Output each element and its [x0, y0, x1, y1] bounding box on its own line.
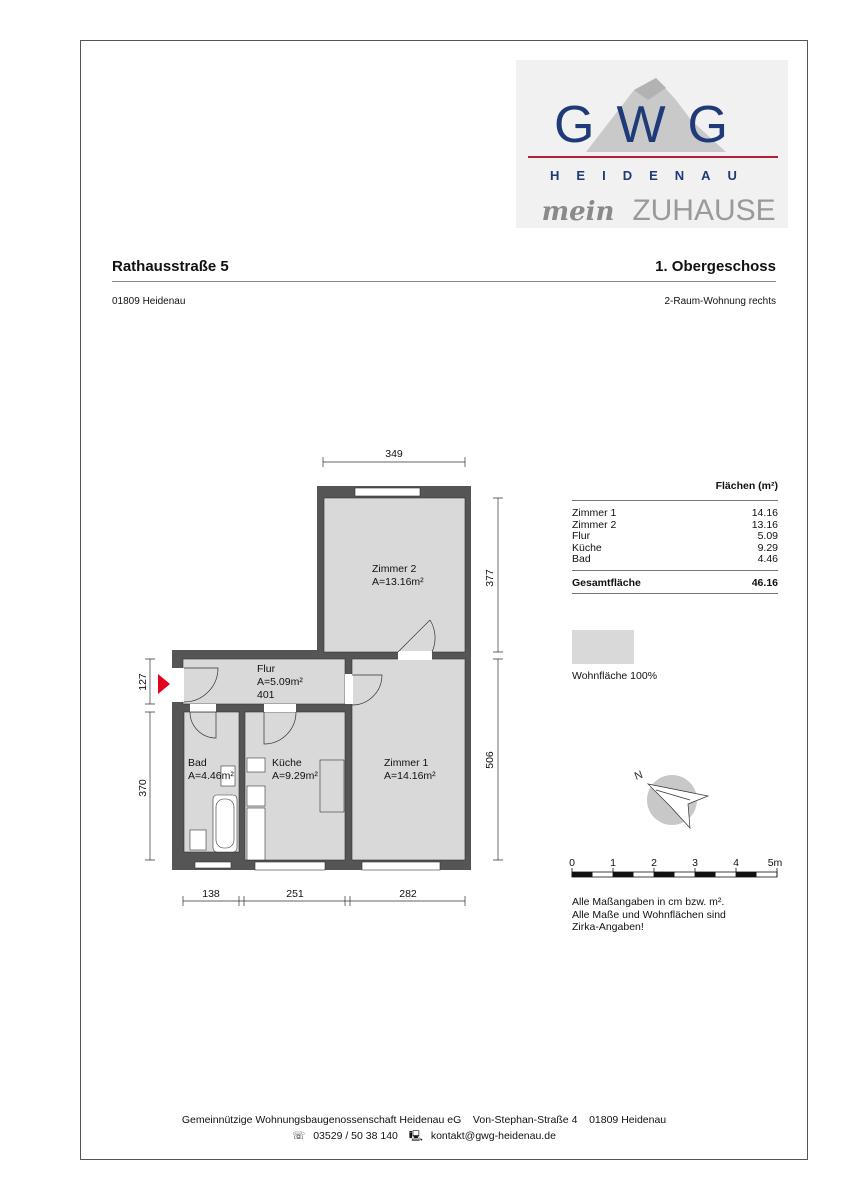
room-area: A=9.29m²: [272, 770, 318, 782]
address-street: Rathausstraße 5: [112, 258, 229, 275]
scale-tick: 3: [692, 857, 698, 869]
dim-bottom: 138: [202, 888, 220, 900]
measurement-notes: Alle Maßangaben in cm bzw. m². Alle Maße und Wohnflächen sind Zirka-Angaben!: [572, 896, 726, 933]
svg-text:HEIDENAU: HEIDENAU: [550, 168, 754, 183]
room-label: Flur: [257, 663, 276, 675]
area-row: Zimmer 2 13.16: [572, 518, 778, 531]
scale-tick: 1: [610, 857, 616, 869]
room-extra: 401: [257, 689, 275, 701]
room-label: Bad: [188, 757, 207, 769]
footer-company: Gemeinnützige Wohnungsbaugenossenschaft Heidenau eG Von-Stephan-Straße 4 01809 Heidenau: [181, 1114, 667, 1126]
area-row: Flur 5.09: [572, 530, 778, 542]
entry-arrow-icon: [158, 674, 170, 694]
area-row: Bad 4.46: [572, 553, 778, 565]
computer-icon: 🖳: [408, 1130, 423, 1142]
room-area: A=5.09m²: [257, 676, 303, 688]
room-area: A=13.16m²: [372, 576, 424, 588]
dim-left-upper: 127: [137, 673, 149, 691]
compass-label: N: [632, 768, 645, 783]
scale-tick: 4: [733, 857, 739, 869]
phone-icon: ☏: [292, 1130, 306, 1142]
footer-contact: [0, 1128, 848, 1146]
dim-left-lower: 370: [137, 779, 149, 797]
unit-type: 2-Raum-Wohnung rechts: [664, 296, 776, 307]
floor-label: 1. Obergeschoss: [655, 258, 776, 275]
scale-tick: 2: [651, 857, 657, 869]
area-total-row: Gesamtfläche 46.16: [572, 571, 778, 594]
area-row: Zimmer 1 14.16: [572, 507, 778, 519]
dim-bottom: 282: [399, 888, 417, 900]
room-area: A=14.16m²: [384, 770, 436, 782]
area-table: [572, 480, 778, 594]
svg-text:mein: mein: [541, 197, 615, 227]
footer-email[interactable]: kontakt@gwg-heidenau.de: [430, 1130, 556, 1142]
area-table-header: Flächen (m²): [572, 480, 778, 501]
dim-right-lower: 506: [484, 751, 496, 769]
svg-text:ZUHAUSE: ZUHAUSE: [632, 194, 776, 227]
legend-swatch: [572, 630, 634, 664]
room-label: Küche: [272, 757, 302, 769]
dim-bottom: 251: [286, 888, 304, 900]
room-area: A=4.46m²: [188, 770, 234, 782]
scale-tick: 5m: [767, 857, 783, 869]
room-label: Zimmer 2: [372, 563, 417, 575]
north-arrow-icon: [633, 769, 708, 828]
area-row: Küche 9.29: [572, 541, 778, 554]
footer-phone: 03529 / 50 38 140: [313, 1130, 398, 1142]
scale-bar: [569, 857, 782, 877]
dim-right-upper: 377: [484, 569, 496, 587]
room-label: Zimmer 1: [384, 757, 429, 769]
scale-tick: 0: [569, 857, 575, 869]
address-city: 01809 Heidenau: [112, 296, 186, 307]
svg-text:GWG: GWG: [554, 96, 750, 154]
dim-top: 349: [385, 448, 403, 460]
legend-label: Wohnfläche 100%: [572, 670, 658, 682]
room-zimmer-2: [324, 498, 465, 652]
